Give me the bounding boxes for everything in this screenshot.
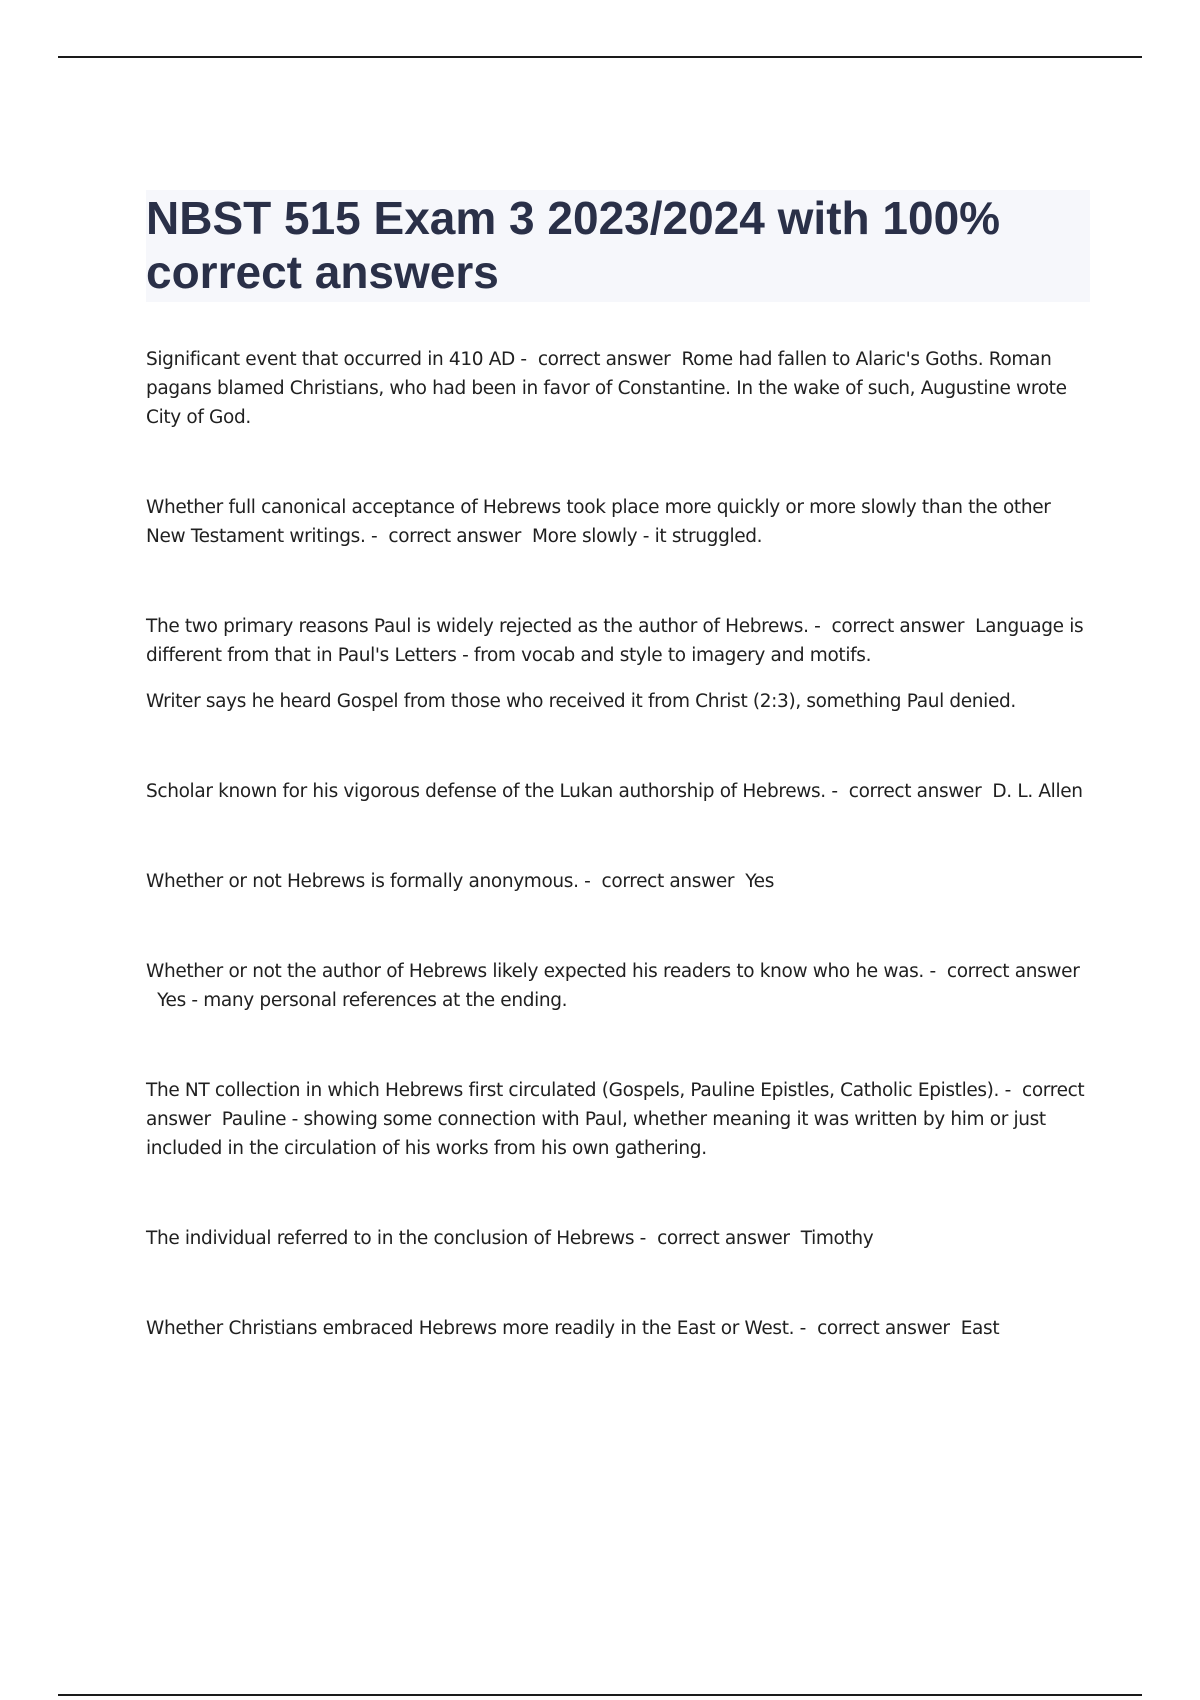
top-rule bbox=[58, 56, 1142, 58]
question-text: Whether or not the author of Hebrews likely expected his readers to know who he was. - bbox=[146, 961, 936, 982]
question-text: Significant event that occurred in 410 AD - bbox=[146, 349, 527, 370]
qa-item bbox=[146, 612, 1090, 670]
qa-item bbox=[146, 345, 1090, 432]
answer-marker: correct answer bbox=[388, 526, 521, 547]
answer-marker: correct answer bbox=[817, 1318, 950, 1339]
answer-text: Yes bbox=[745, 871, 775, 892]
question-text: Whether full canonical acceptance of Hebrews took place more quickly or more slowly than the other New Testament writings. - bbox=[146, 497, 1051, 547]
answer-marker: correct answer bbox=[537, 349, 671, 370]
qa-item bbox=[146, 1076, 1090, 1163]
answer-marker: correct answer bbox=[831, 616, 965, 637]
qa-item bbox=[146, 957, 1090, 1015]
question-text: Whether or not Hebrews is formally anonymous. - bbox=[146, 871, 591, 892]
answer-marker: correct answer bbox=[601, 871, 735, 892]
qa-item bbox=[146, 1314, 1090, 1343]
answer-text: Timothy bbox=[800, 1228, 874, 1249]
answer-text: Yes - many personal references at the ending. bbox=[157, 990, 568, 1011]
answer-text: Rome had fallen to Alaric's Goths. Roman pagans blamed Christians, who had been in favor of Constantine. In the wake of such, Augustine wrote City of God. bbox=[146, 349, 1067, 428]
question-text: The individual referred to in the conclusion of Hebrews - bbox=[146, 1228, 647, 1249]
answer-marker: correct answer bbox=[946, 961, 1080, 982]
answer-text: Pauline - showing some connection with Paul, whether meaning it was written by him or just included in the circulation of his works from his own gathering. bbox=[146, 1109, 1046, 1159]
bottom-rule bbox=[58, 1694, 1142, 1696]
document-title: NBST 515 Exam 3 2023/2024 with 100% correct answers bbox=[146, 192, 1001, 298]
answer-marker: correct answer bbox=[146, 1080, 1085, 1130]
question-text: Whether Christians embraced Hebrews more readily in the East or West. - bbox=[146, 1318, 807, 1339]
answer-marker: correct answer bbox=[657, 1228, 790, 1249]
question-text: Scholar known for his vigorous defense of the Lukan authorship of Hebrews. - bbox=[146, 781, 838, 802]
qa-item bbox=[146, 777, 1090, 806]
answer-marker: correct answer bbox=[848, 781, 982, 802]
answer-text: D. L. Allen bbox=[992, 781, 1083, 802]
answer-continuation: Writer says he heard Gospel from those who received it from Christ (2:3), something Paul denied. bbox=[146, 691, 1016, 712]
answer-text: More slowly - it struggled. bbox=[532, 526, 763, 547]
qa-item bbox=[146, 867, 1090, 896]
question-text: The two primary reasons Paul is widely rejected as the author of Hebrews. - bbox=[146, 616, 821, 637]
qa-item bbox=[146, 1224, 1090, 1253]
question-text: The NT collection in which Hebrews first circulated (Gospels, Pauline Epistles, Catholic Epistles). - bbox=[146, 1080, 1011, 1101]
answer-text: East bbox=[960, 1318, 1000, 1339]
qa-list bbox=[146, 345, 1090, 1343]
title-block bbox=[146, 190, 1090, 302]
qa-item bbox=[146, 493, 1090, 551]
answer-text: Language is different from that in Paul's Letters - from vocab and style to imagery and motifs. bbox=[146, 616, 1084, 666]
